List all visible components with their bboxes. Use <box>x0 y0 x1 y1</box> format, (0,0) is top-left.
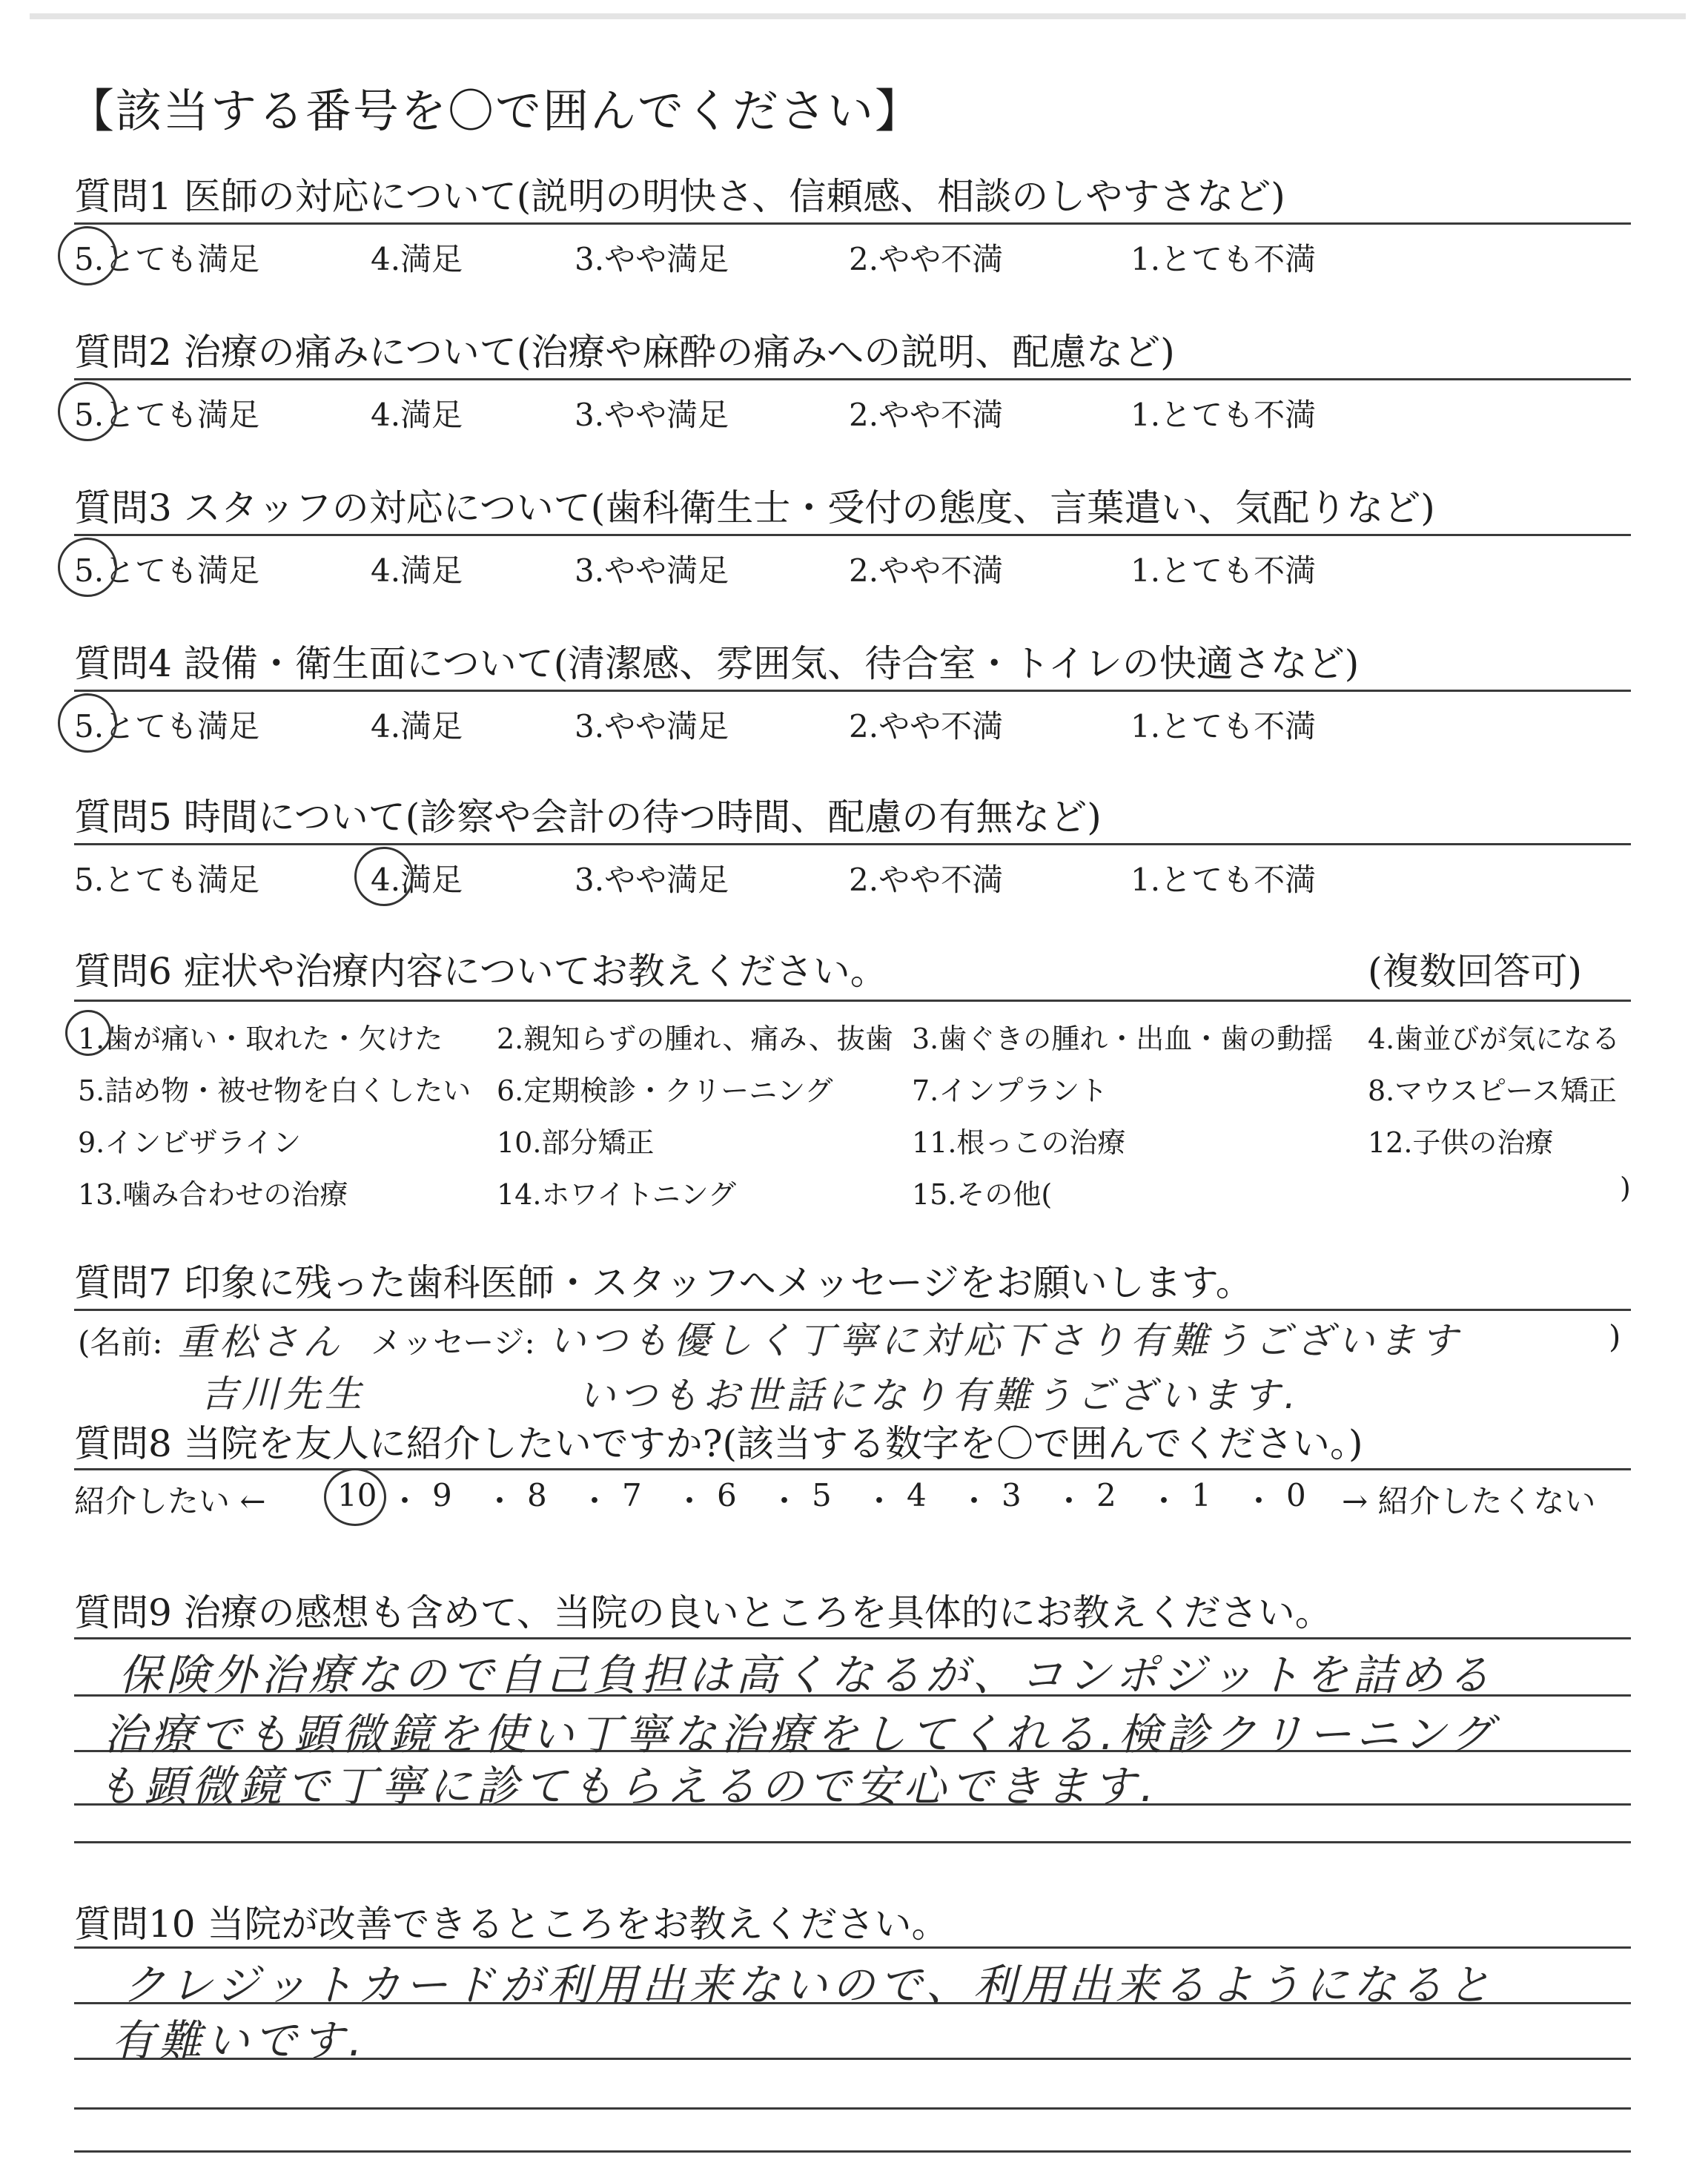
q4-label: 質問4 設備・衛生面について(清潔感、雰囲気、待合室・トイレの快適さなど) <box>74 642 1360 685</box>
q10-answer-line-1[interactable]: クレジットカードが利用出来ないので、利用出来るようになると <box>122 1960 1495 2010</box>
q3-label: 質問3 スタッフの対応について(歯科衛生士・受付の態度、言葉遣い、気配りなど) <box>74 486 1435 529</box>
q2-option-2[interactable]: 2.やや不満 <box>849 397 1004 433</box>
q8-scale-7[interactable]: 7 <box>622 1477 642 1513</box>
q9-answer-line-2[interactable]: 治療でも顕微鏡を使い丁寧な治療をしてくれる.検診クリーニング <box>104 1709 1497 1760</box>
q4-rule <box>74 690 1631 692</box>
q8-scale-1[interactable]: 1 <box>1191 1477 1211 1513</box>
q3-selection-circle <box>58 538 117 597</box>
q6-option-4[interactable]: 4.歯並びが気になる <box>1368 1023 1621 1055</box>
q5-option-5[interactable]: 5.とても満足 <box>74 862 260 898</box>
q8-scale-separator: ・ <box>484 1483 516 1519</box>
q8-scale-separator: ・ <box>769 1483 801 1519</box>
q8-scale-separator: ・ <box>959 1483 990 1519</box>
q8-scale-9[interactable]: 9 <box>432 1477 452 1513</box>
q8-scale-2[interactable]: 2 <box>1096 1477 1116 1513</box>
q10-rule-5 <box>74 2150 1631 2153</box>
q8-scale-4[interactable]: 4 <box>907 1477 927 1513</box>
q6-option-6[interactable]: 6.定期検診・クリーニング <box>497 1074 833 1107</box>
q8-left-label: 紹介したい ← <box>74 1483 266 1519</box>
q10-label: 質問10 当院が改善できるところをお教えください。 <box>74 1903 949 1946</box>
q1-option-5[interactable]: 5.とても満足 <box>74 241 260 277</box>
q4-selection-circle <box>58 693 117 753</box>
q2-option-4[interactable]: 4.満足 <box>371 397 463 433</box>
q5-option-4[interactable]: 4.満足 <box>371 862 463 898</box>
q8-scale-separator: ・ <box>579 1483 611 1519</box>
q6-option-5[interactable]: 5.詰め物・被せ物を白くしたい <box>78 1074 471 1107</box>
q4-option-2[interactable]: 2.やや不満 <box>849 708 1004 744</box>
q5-option-3[interactable]: 3.やや満足 <box>575 862 729 898</box>
q5-option-2[interactable]: 2.やや不満 <box>849 862 1004 898</box>
q7-name-2[interactable]: 吉川先生 <box>200 1373 366 1416</box>
q3-rule <box>74 534 1631 536</box>
q3-option-2[interactable]: 2.やや不満 <box>849 552 1004 589</box>
q10-answer-line-2[interactable]: 有難いです. <box>111 2015 367 2066</box>
q9-label: 質問9 治療の感想も含めて、当院の良いところを具体的にお教えください。 <box>74 1591 1332 1634</box>
q1-option-2[interactable]: 2.やや不満 <box>849 241 1004 277</box>
q8-right-label: → 紹介したくない <box>1342 1483 1596 1519</box>
q6-option-15[interactable]: 15.その他( <box>912 1178 1053 1211</box>
q8-scale-10[interactable]: 10 <box>337 1477 377 1513</box>
q7-message-1[interactable]: いつも優しく丁寧に対応下さり有難うございます <box>549 1319 1462 1362</box>
q6-option-7[interactable]: 7.インプラント <box>912 1074 1108 1107</box>
q6-selection-circle <box>65 1010 111 1056</box>
q6-option-10[interactable]: 10.部分矯正 <box>497 1126 655 1159</box>
q3-option-1[interactable]: 1.とても不満 <box>1131 552 1317 589</box>
q5-rule <box>74 843 1631 845</box>
q1-option-3[interactable]: 3.やや満足 <box>575 241 729 277</box>
q7-close-paren: ) <box>1609 1318 1621 1355</box>
q2-option-1[interactable]: 1.とても不満 <box>1131 397 1317 433</box>
q6-option-14[interactable]: 14.ホワイトニング <box>497 1178 737 1211</box>
q7-message-2[interactable]: いつもお世話になり有難うございます. <box>578 1374 1300 1417</box>
q6-option-9[interactable]: 9.インビザライン <box>78 1126 302 1159</box>
q2-label: 質問2 治療の痛みについて(治療や麻酔の痛みへの説明、配慮など) <box>74 331 1175 374</box>
q4-option-1[interactable]: 1.とても不満 <box>1131 708 1317 744</box>
q3-option-3[interactable]: 3.やや満足 <box>575 552 729 589</box>
q6-option-2[interactable]: 2.親知らずの腫れ、痛み、抜歯 <box>497 1023 893 1055</box>
q8-scale-separator: ・ <box>1243 1483 1275 1519</box>
q2-option-5[interactable]: 5.とても満足 <box>74 397 260 433</box>
q8-scale-separator: ・ <box>1148 1483 1180 1519</box>
q8-scale-3[interactable]: 3 <box>1002 1477 1022 1513</box>
q8-label: 質問8 当院を友人に紹介したいですか?(該当する数字を〇で囲んでください。) <box>74 1422 1363 1465</box>
q9-answer-line-3[interactable]: も顕微鏡で丁寧に診てもらえるので安心できます. <box>96 1761 1159 1811</box>
q6-label: 質問6 症状や治療内容についてお教えください。 <box>74 950 887 993</box>
q3-option-4[interactable]: 4.満足 <box>371 552 463 589</box>
q7-label: 質問7 印象に残った歯科医師・スタッフへメッセージをお願いします。 <box>74 1261 1253 1304</box>
q6-other-close-paren: ) <box>1620 1172 1631 1204</box>
q8-scale-6[interactable]: 6 <box>717 1477 737 1513</box>
q6-rule <box>74 1000 1631 1002</box>
q8-scale-separator: ・ <box>864 1483 896 1519</box>
q4-option-5[interactable]: 5.とても満足 <box>74 708 260 744</box>
scan-top-edge <box>30 13 1686 19</box>
q8-scale-8[interactable]: 8 <box>527 1477 547 1513</box>
q10-rule-1 <box>74 1946 1631 1949</box>
q1-option-1[interactable]: 1.とても不満 <box>1131 241 1317 277</box>
q8-selection-circle <box>324 1468 386 1526</box>
q4-option-4[interactable]: 4.満足 <box>371 708 463 744</box>
q8-scale-separator: ・ <box>674 1483 706 1519</box>
q5-label: 質問5 時間について(診察や会計の待つ時間、配慮の有無など) <box>74 796 1102 839</box>
q9-rule-5 <box>74 1841 1631 1843</box>
q1-selection-circle <box>58 226 117 285</box>
q6-option-3[interactable]: 3.歯ぐきの腫れ・出血・歯の動揺 <box>912 1023 1334 1055</box>
q8-scale-separator: ・ <box>1053 1483 1085 1519</box>
q7-name-1[interactable]: 重松さん <box>178 1321 344 1364</box>
q6-option-1[interactable]: 1.歯が痛い・取れた・欠けた <box>78 1023 443 1055</box>
q6-option-13[interactable]: 13.噛み合わせの治療 <box>78 1178 348 1211</box>
form-title: 【該当する番号を〇で囲んでください】 <box>68 84 923 138</box>
q10-rule-4 <box>74 2107 1631 2110</box>
q8-scale-separator: ・ <box>389 1483 421 1519</box>
q9-answer-line-1[interactable]: 保険外治療なので自己負担は高くなるが、コンポジットを詰める <box>119 1650 1495 1700</box>
q2-option-3[interactable]: 3.やや満足 <box>575 397 729 433</box>
q8-scale-0[interactable]: 0 <box>1286 1477 1306 1513</box>
q2-rule <box>74 378 1631 380</box>
q8-scale-5[interactable]: 5 <box>812 1477 832 1513</box>
q7-name-label: (名前: <box>78 1324 163 1361</box>
q6-option-12[interactable]: 12.子供の治療 <box>1368 1126 1554 1159</box>
q1-option-4[interactable]: 4.満足 <box>371 241 463 277</box>
q9-rule-1 <box>74 1637 1631 1639</box>
q1-label: 質問1 医師の対応について(説明の明快さ、信頼感、相談のしやすさなど) <box>74 175 1285 218</box>
q4-option-3[interactable]: 3.やや満足 <box>575 708 729 744</box>
q7-message-label: メッセージ: <box>371 1324 535 1361</box>
q6-note: (複数回答可) <box>1368 950 1583 993</box>
q3-option-5[interactable]: 5.とても満足 <box>74 552 260 589</box>
q6-option-11[interactable]: 11.根っこの治療 <box>912 1126 1126 1159</box>
q5-selection-circle <box>354 847 414 906</box>
q5-option-1[interactable]: 1.とても不満 <box>1131 862 1317 898</box>
q6-option-8[interactable]: 8.マウスピース矯正 <box>1368 1074 1617 1107</box>
q1-rule <box>74 222 1631 225</box>
q8-rule <box>74 1468 1631 1470</box>
q2-selection-circle <box>58 382 117 441</box>
